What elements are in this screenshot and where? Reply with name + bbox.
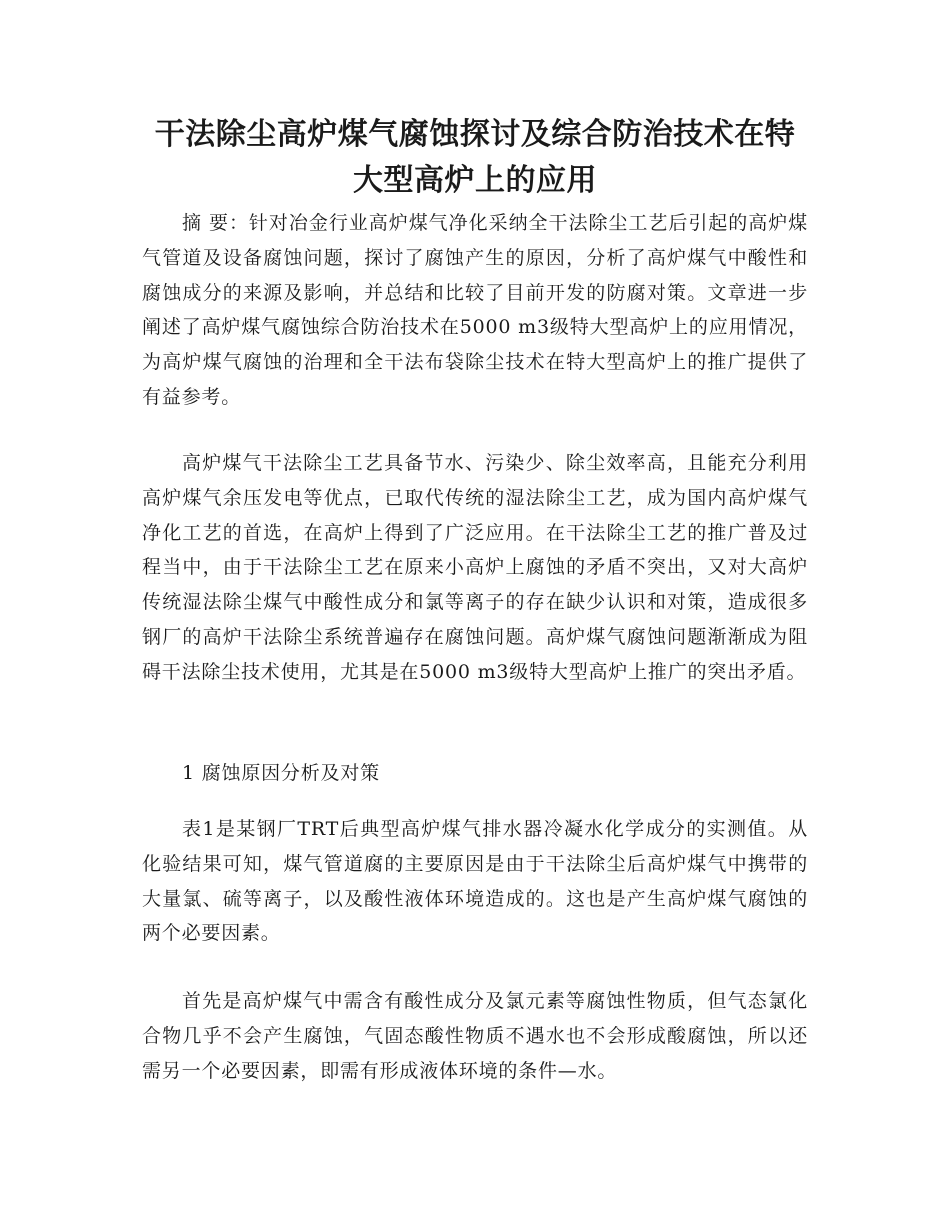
document-title: 干法除尘高炉煤气腐蚀探讨及综合防治技术在特大型高炉上的应用 [154,117,796,198]
abstract-paragraph: 摘 要：针对冶金行业高炉煤气净化采纳全干法除尘工艺后引起的高炉煤气管道及设备腐蚀问题，探讨了腐蚀产生的原因，分析了高炉煤气中酸性和腐蚀成分的来源及影响，并总结和比较了目前开发的防腐对策。文章进一步阐述了高炉煤气腐蚀综合防治技术在5000 m3级特大型高炉上的应用情况，为高炉煤气腐蚀的治理和全干法布袋除尘技术在特大型高炉上的推广提供了有益参考。 [142,212,808,408]
introduction-paragraph: 高炉煤气干法除尘工艺具备节水、污染少、除尘效率高，且能充分利用高炉煤气余压发电等优点，已取代传统的湿法除尘工艺，成为国内高炉煤气净化工艺的首选，在高炉上得到了广泛应用。在干法除尘工艺的推广普及过程当中，由于干法除尘工艺在原来小高炉上腐蚀的矛盾不突出，又对大高炉传统湿法除尘煤气中酸性成分和氯等离子的存在缺少认识和对策，造成很多钢厂的高炉干法除尘系统普遍存在腐蚀问题。高炉煤气腐蚀问题渐渐成为阻碍干法除尘技术使用，尤其是在5000 m3级特大型高炉上推广的突出矛盾。 [142,452,808,683]
table-description-paragraph: 表1是某钢厂TRT后典型高炉煤气排水器冷凝水化学成分的实测值。从化验结果可知，煤气管道腐的主要原因是由于干法除尘后高炉煤气中携带的大量氯、硫等离子，以及酸性液体环境造成的。这也是产生高炉煤气腐蚀的两个必要因素。 [142,818,808,945]
section-heading: 1 腐蚀原因分析及对策 [182,762,380,784]
first-factor-paragraph: 首先是高炉煤气中需含有酸性成分及氯元素等腐蚀性物质，但气态氯化合物几乎不会产生腐蚀，气固态酸性物质不遇水也不会形成酸腐蚀，所以还需另一个必要因素，即需有形成液体环境的条件—水。 [142,990,808,1082]
